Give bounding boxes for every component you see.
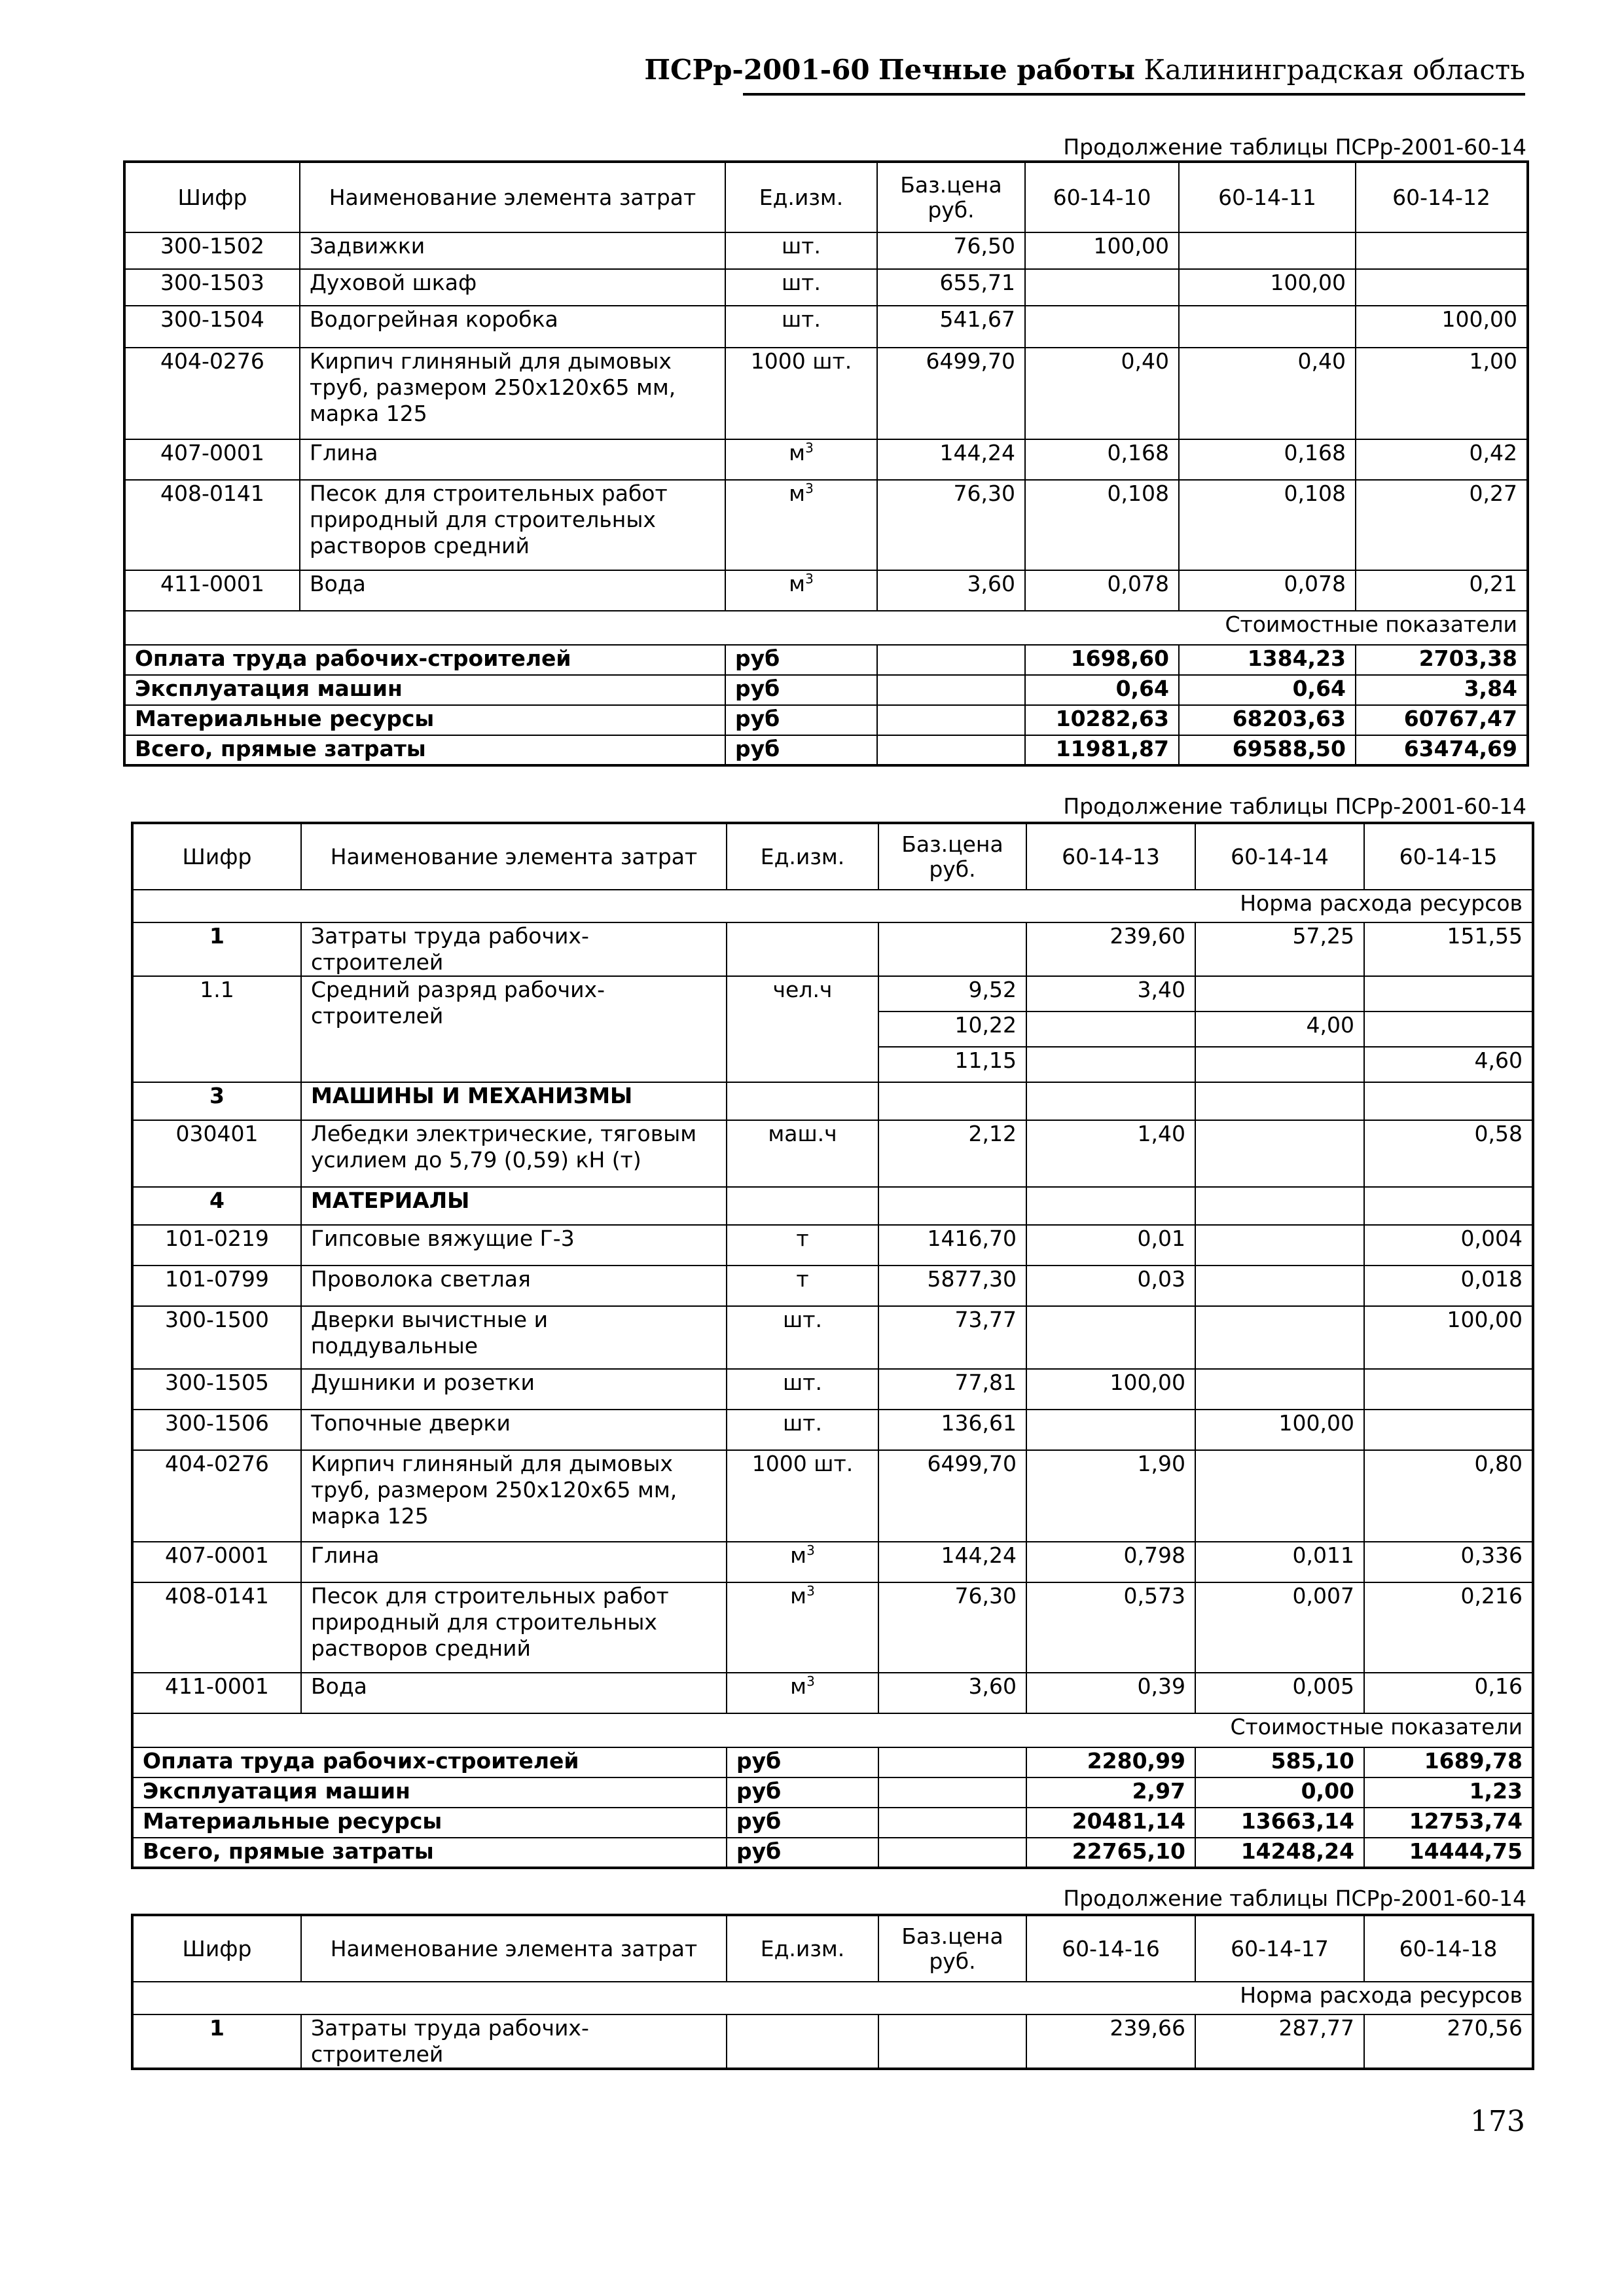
cell-name: Топочные дверки [301, 1410, 727, 1450]
cell-unit: 1000 шт. [727, 1450, 878, 1542]
cost-row [132, 1808, 1533, 1838]
page-header [0, 54, 1525, 86]
section-title: Норма расхода ресурсов [132, 890, 1533, 922]
cell-c1 [1026, 1011, 1195, 1047]
cost-empty [878, 1838, 1026, 1868]
header-rule [743, 93, 1525, 96]
cell-price: 76,30 [877, 480, 1025, 570]
cost-c1: 22765,10 [1026, 1838, 1195, 1868]
cell-c3 [1364, 1082, 1533, 1120]
unit-text: м [789, 440, 806, 465]
cell-name: Лебедки электрические, тяговым усилием до 5,79 (0,59) кН (т) [301, 1120, 727, 1187]
cell-price [878, 922, 1026, 976]
cell-code: 404-0276 [132, 1450, 301, 1542]
cost-c3: 60767,47 [1356, 705, 1528, 735]
cell-c3: 0,004 [1364, 1225, 1533, 1266]
cell-c1: 0,573 [1026, 1582, 1195, 1673]
section-row [132, 1713, 1533, 1747]
unit-text: м [789, 481, 806, 506]
cost-label: Оплата труда рабочих-строителей [124, 645, 725, 675]
cell-code: 411-0001 [124, 570, 300, 611]
cell-c1: 0,108 [1025, 480, 1179, 570]
cost-empty [877, 735, 1025, 765]
cell-unit: 1000 шт. [725, 348, 877, 439]
doc-region: Калининградская область [1144, 54, 1525, 86]
table-row [124, 269, 1528, 306]
cost-c2: 1384,23 [1179, 645, 1356, 675]
cell-c1: 0,01 [1026, 1225, 1195, 1266]
cell-c1 [1026, 1306, 1195, 1369]
cell-c1: 0,39 [1026, 1673, 1195, 1713]
table-header-row [132, 1915, 1533, 1982]
cell-name: Духовой шкаф [300, 269, 725, 306]
cell-price: 6499,70 [878, 1450, 1026, 1542]
cost-unit: руб [727, 1747, 878, 1777]
cell-c3 [1356, 269, 1528, 306]
cell-c2 [1195, 1225, 1364, 1266]
cell-code: 1.1 [132, 976, 301, 1082]
cost-row [132, 1777, 1533, 1808]
cost-c2: 0,00 [1195, 1777, 1364, 1808]
cell-c3: 1,00 [1356, 348, 1528, 439]
cell-c3 [1364, 1410, 1533, 1450]
cell-code: 300-1502 [124, 232, 300, 269]
cost-label: Материальные ресурсы [132, 1808, 727, 1838]
cost-c1: 2,97 [1026, 1777, 1195, 1808]
col-header-c1: 60-14-10 [1025, 162, 1179, 232]
col-header-c2: 60-14-14 [1195, 823, 1364, 890]
cell-c2: 0,40 [1179, 348, 1356, 439]
cell-unit [725, 439, 877, 480]
table-header-row [132, 823, 1533, 890]
col-header-c2: 60-14-17 [1195, 1915, 1364, 1982]
cell-name: МАТЕРИАЛЫ [301, 1187, 727, 1225]
cell-c1: 100,00 [1025, 232, 1179, 269]
col-header-price: Баз.цена руб. [877, 162, 1025, 232]
cost-unit: руб [725, 675, 877, 705]
cell-code: 3 [132, 1082, 301, 1120]
cell-unit [727, 1082, 878, 1120]
cell-c2 [1195, 1047, 1364, 1082]
cell-c3: 0,58 [1364, 1120, 1533, 1187]
cell-c3 [1364, 976, 1533, 1011]
table2 [131, 822, 1534, 1869]
cost-c2: 0,64 [1179, 675, 1356, 705]
table-row [132, 2014, 1533, 2069]
cell-name: Песок для строительных работ природный для строительных растворов средний [301, 1582, 727, 1673]
cell-code: 300-1505 [132, 1369, 301, 1410]
cost-c1: 20481,14 [1026, 1808, 1195, 1838]
cell-c3: 0,21 [1356, 570, 1528, 611]
table-row [132, 1673, 1533, 1713]
cell-c1: 239,60 [1026, 922, 1195, 976]
table-row [132, 1120, 1533, 1187]
table-row [124, 306, 1528, 348]
table-row [124, 232, 1528, 269]
cost-empty [878, 1777, 1026, 1808]
cell-name: Затраты труда рабочих-строителей [301, 2014, 727, 2069]
col-header-c3: 60-14-12 [1356, 162, 1528, 232]
table-row [132, 1082, 1533, 1120]
table-row [132, 1266, 1533, 1306]
section-title: Стоимостные показатели [124, 611, 1528, 645]
cell-name: Душники и розетки [301, 1369, 727, 1410]
cost-row [132, 1747, 1533, 1777]
cell-c2 [1195, 1306, 1364, 1369]
cost-c3: 12753,74 [1364, 1808, 1533, 1838]
cell-code: 411-0001 [132, 1673, 301, 1713]
cost-c2: 68203,63 [1179, 705, 1356, 735]
cell-c1 [1026, 1410, 1195, 1450]
table1-caption: Продолжение таблицы ПСРр-2001-60-14 [1063, 134, 1526, 160]
cell-code: 1 [132, 2014, 301, 2069]
cell-code: 300-1503 [124, 269, 300, 306]
unit-text: м [789, 571, 806, 596]
col-header-code: Шифр [124, 162, 300, 232]
cell-unit: шт. [727, 1369, 878, 1410]
unit-text: м [790, 1583, 807, 1609]
unit-sup: 3 [806, 1673, 815, 1689]
cell-unit: т [727, 1266, 878, 1306]
cost-c1: 11981,87 [1025, 735, 1179, 765]
cell-c3 [1364, 1011, 1533, 1047]
cell-name: Водогрейная коробка [300, 306, 725, 348]
cell-code: 101-0219 [132, 1225, 301, 1266]
section-title: Стоимостные показатели [132, 1713, 1533, 1747]
cell-c2: 100,00 [1195, 1410, 1364, 1450]
cell-unit [727, 1673, 878, 1713]
doc-title: Печные работы [878, 54, 1136, 86]
cell-price: 73,77 [878, 1306, 1026, 1369]
cell-c1: 100,00 [1026, 1369, 1195, 1410]
cell-price: 9,52 [878, 976, 1026, 1011]
cost-row [124, 675, 1528, 705]
col-header-name: Наименование элемента затрат [301, 823, 727, 890]
cell-unit: т [727, 1225, 878, 1266]
cell-c2 [1195, 1369, 1364, 1410]
cost-unit: руб [727, 1808, 878, 1838]
col-header-unit: Ед.изм. [725, 162, 877, 232]
cell-c2 [1195, 1266, 1364, 1306]
cell-c3: 0,018 [1364, 1266, 1533, 1306]
cell-c2 [1195, 1120, 1364, 1187]
cell-name: Кирпич глиняный для дымовых труб, размером 250х120х65 мм, марка 125 [300, 348, 725, 439]
table2-caption: Продолжение таблицы ПСРр-2001-60-14 [1063, 793, 1526, 819]
cost-c2: 14248,24 [1195, 1838, 1364, 1868]
cost-row [124, 735, 1528, 765]
cell-c2 [1195, 976, 1364, 1011]
cell-code: 407-0001 [124, 439, 300, 480]
cost-label: Эксплуатация машин [124, 675, 725, 705]
cell-name: Глина [301, 1542, 727, 1582]
cost-unit: руб [727, 1777, 878, 1808]
col-header-c2: 60-14-11 [1179, 162, 1356, 232]
cost-c3: 3,84 [1356, 675, 1528, 705]
col-header-price: Баз.цена руб. [878, 823, 1026, 890]
table-row [132, 1410, 1533, 1450]
cell-code: 404-0276 [124, 348, 300, 439]
table-row [132, 1450, 1533, 1542]
unit-text: м [790, 1673, 807, 1699]
cell-price [878, 2014, 1026, 2069]
cell-name: Задвижки [300, 232, 725, 269]
cell-c2 [1195, 1450, 1364, 1542]
col-header-name: Наименование элемента затрат [301, 1915, 727, 1982]
cost-label: Оплата труда рабочих-строителей [132, 1747, 727, 1777]
cell-c2: 100,00 [1179, 269, 1356, 306]
cell-name: Песок для строительных работ природный для строительных растворов средний [300, 480, 725, 570]
unit-sup: 3 [805, 481, 814, 496]
cell-price: 2,12 [878, 1120, 1026, 1187]
cell-name: Гипсовые вяжущие Г-3 [301, 1225, 727, 1266]
cell-price [878, 1187, 1026, 1225]
cell-name: Проволока светлая [301, 1266, 727, 1306]
cell-c1: 0,40 [1025, 348, 1179, 439]
cost-row [124, 645, 1528, 675]
col-header-c3: 60-14-15 [1364, 823, 1533, 890]
cost-row [132, 1838, 1533, 1868]
cell-price: 541,67 [877, 306, 1025, 348]
col-header-price: Баз.цена руб. [878, 1915, 1026, 1982]
cell-c3: 0,336 [1364, 1542, 1533, 1582]
cost-empty [877, 645, 1025, 675]
cell-c3: 0,16 [1364, 1673, 1533, 1713]
cost-unit: руб [725, 735, 877, 765]
cell-c2: 0,168 [1179, 439, 1356, 480]
cost-empty [877, 705, 1025, 735]
cell-c2: 57,25 [1195, 922, 1364, 976]
cell-c2: 287,77 [1195, 2014, 1364, 2069]
cell-price: 5877,30 [878, 1266, 1026, 1306]
cell-unit: шт. [725, 232, 877, 269]
cost-c3: 14444,75 [1364, 1838, 1533, 1868]
cell-name: Затраты труда рабочих-строителей [301, 922, 727, 976]
cell-c3: 0,42 [1356, 439, 1528, 480]
cost-c3: 1689,78 [1364, 1747, 1533, 1777]
cell-price: 77,81 [878, 1369, 1026, 1410]
cell-price: 3,60 [878, 1673, 1026, 1713]
table-row [124, 570, 1528, 611]
cell-c2: 0,108 [1179, 480, 1356, 570]
cell-c1 [1026, 1082, 1195, 1120]
cell-c3: 0,216 [1364, 1582, 1533, 1673]
section-title: Норма расхода ресурсов [132, 1982, 1533, 2014]
cell-unit: шт. [725, 269, 877, 306]
cell-name: Вода [301, 1673, 727, 1713]
cell-unit: шт. [727, 1306, 878, 1369]
cell-price: 76,30 [878, 1582, 1026, 1673]
col-header-code: Шифр [132, 1915, 301, 1982]
cost-c2: 585,10 [1195, 1747, 1364, 1777]
cost-c3: 2703,38 [1356, 645, 1528, 675]
cell-c2: 4,00 [1195, 1011, 1364, 1047]
table-header-row [124, 162, 1528, 232]
cost-c3: 1,23 [1364, 1777, 1533, 1808]
cost-label: Всего, прямые затраты [124, 735, 725, 765]
cell-code: 1 [132, 922, 301, 976]
col-header-name: Наименование элемента затрат [300, 162, 725, 232]
cost-empty [878, 1808, 1026, 1838]
table1 [123, 160, 1529, 767]
cell-unit [727, 922, 878, 976]
cell-price: 1416,70 [878, 1225, 1026, 1266]
cell-price: 10,22 [878, 1011, 1026, 1047]
cost-unit: руб [727, 1838, 878, 1868]
cell-code: 300-1500 [132, 1306, 301, 1369]
cell-unit [725, 480, 877, 570]
cost-c1: 2280,99 [1026, 1747, 1195, 1777]
cost-c1: 0,64 [1025, 675, 1179, 705]
unit-text: м [790, 1542, 807, 1568]
cell-price: 3,60 [877, 570, 1025, 611]
cell-c1: 0,798 [1026, 1542, 1195, 1582]
cell-c3: 151,55 [1364, 922, 1533, 976]
cell-c1: 0,078 [1025, 570, 1179, 611]
table-row [132, 1542, 1533, 1582]
table-row [132, 1187, 1533, 1225]
cell-price [878, 1082, 1026, 1120]
cell-c2: 0,005 [1195, 1673, 1364, 1713]
cell-name: Средний разряд рабочих-строителей [301, 976, 727, 1082]
cell-unit: шт. [727, 1410, 878, 1450]
cost-c1: 10282,63 [1025, 705, 1179, 735]
cell-unit [725, 570, 877, 611]
unit-sup: 3 [805, 440, 814, 456]
col-header-c1: 60-14-13 [1026, 823, 1195, 890]
cell-price: 144,24 [877, 439, 1025, 480]
table3-caption: Продолжение таблицы ПСРр-2001-60-14 [1063, 1886, 1526, 1911]
cell-c3: 100,00 [1364, 1306, 1533, 1369]
cost-empty [877, 675, 1025, 705]
unit-sup: 3 [805, 571, 814, 587]
cell-c3 [1356, 232, 1528, 269]
cost-c3: 63474,69 [1356, 735, 1528, 765]
page-number: 173 [1470, 2105, 1525, 2138]
cell-c2 [1179, 232, 1356, 269]
cost-c2: 13663,14 [1195, 1808, 1364, 1838]
cell-c1: 1,90 [1026, 1450, 1195, 1542]
cell-name: Дверки вычистные и поддувальные [301, 1306, 727, 1369]
cell-c1: 0,03 [1026, 1266, 1195, 1306]
cell-unit: маш.ч [727, 1120, 878, 1187]
cell-price: 76,50 [877, 232, 1025, 269]
cell-code: 4 [132, 1187, 301, 1225]
cell-c2: 0,007 [1195, 1582, 1364, 1673]
cell-code: 408-0141 [124, 480, 300, 570]
cell-c3: 0,27 [1356, 480, 1528, 570]
col-header-unit: Ед.изм. [727, 823, 878, 890]
cell-c3 [1364, 1187, 1533, 1225]
cell-c3 [1364, 1369, 1533, 1410]
col-header-code: Шифр [132, 823, 301, 890]
cell-c1 [1025, 306, 1179, 348]
section-row [132, 890, 1533, 922]
cell-name: Глина [300, 439, 725, 480]
table-row [132, 922, 1533, 976]
cost-c2: 69588,50 [1179, 735, 1356, 765]
table-row [132, 1225, 1533, 1266]
col-header-c1: 60-14-16 [1026, 1915, 1195, 1982]
cell-c2 [1195, 1082, 1364, 1120]
cell-name: МАШИНЫ И МЕХАНИЗМЫ [301, 1082, 727, 1120]
col-header-unit: Ед.изм. [727, 1915, 878, 1982]
unit-sup: 3 [806, 1583, 815, 1599]
cost-label: Материальные ресурсы [124, 705, 725, 735]
cell-c3: 270,56 [1364, 2014, 1533, 2069]
section-row [124, 611, 1528, 645]
cell-c1: 3,40 [1026, 976, 1195, 1011]
cell-price: 136,61 [878, 1410, 1026, 1450]
cost-unit: руб [725, 705, 877, 735]
cell-c2 [1179, 306, 1356, 348]
cell-c3: 0,80 [1364, 1450, 1533, 1542]
cell-c2: 0,011 [1195, 1542, 1364, 1582]
cell-unit [727, 1187, 878, 1225]
cost-unit: руб [725, 645, 877, 675]
cell-unit: шт. [725, 306, 877, 348]
cost-row [124, 705, 1528, 735]
cell-code: 300-1504 [124, 306, 300, 348]
cell-name: Вода [300, 570, 725, 611]
cell-code: 030401 [132, 1120, 301, 1187]
cell-code: 300-1506 [132, 1410, 301, 1450]
section-row [132, 1982, 1533, 2014]
table-row [124, 348, 1528, 439]
table-row [132, 1306, 1533, 1369]
cell-name: Кирпич глиняный для дымовых труб, размером 250х120х65 мм, марка 125 [301, 1450, 727, 1542]
doc-code: ПСРр-2001-60 [644, 54, 870, 86]
cell-c3: 100,00 [1356, 306, 1528, 348]
table-row [132, 1369, 1533, 1410]
unit-sup: 3 [806, 1542, 815, 1558]
cell-c2: 0,078 [1179, 570, 1356, 611]
cell-c1 [1025, 269, 1179, 306]
cost-c1: 1698,60 [1025, 645, 1179, 675]
cost-empty [878, 1747, 1026, 1777]
cell-price: 655,71 [877, 269, 1025, 306]
cell-price: 6499,70 [877, 348, 1025, 439]
cell-c3: 4,60 [1364, 1047, 1533, 1082]
cell-unit [727, 1582, 878, 1673]
col-header-c3: 60-14-18 [1364, 1915, 1533, 1982]
cell-code: 408-0141 [132, 1582, 301, 1673]
cell-c2 [1195, 1187, 1364, 1225]
table3 [131, 1914, 1534, 2070]
cell-c1 [1026, 1047, 1195, 1082]
cell-code: 407-0001 [132, 1542, 301, 1582]
cell-c1: 1,40 [1026, 1120, 1195, 1187]
table-row [132, 1582, 1533, 1673]
cost-label: Эксплуатация машин [132, 1777, 727, 1808]
cell-c1 [1026, 1187, 1195, 1225]
table-row [124, 439, 1528, 480]
cell-code: 101-0799 [132, 1266, 301, 1306]
cell-unit [727, 2014, 878, 2069]
cell-unit: чел.ч [727, 976, 878, 1082]
cell-c1: 0,168 [1025, 439, 1179, 480]
cell-unit [727, 1542, 878, 1582]
cell-price: 144,24 [878, 1542, 1026, 1582]
table-row [132, 976, 1533, 1011]
cell-price: 11,15 [878, 1047, 1026, 1082]
cell-c1: 239,66 [1026, 2014, 1195, 2069]
cost-label: Всего, прямые затраты [132, 1838, 727, 1868]
table-row [124, 480, 1528, 570]
